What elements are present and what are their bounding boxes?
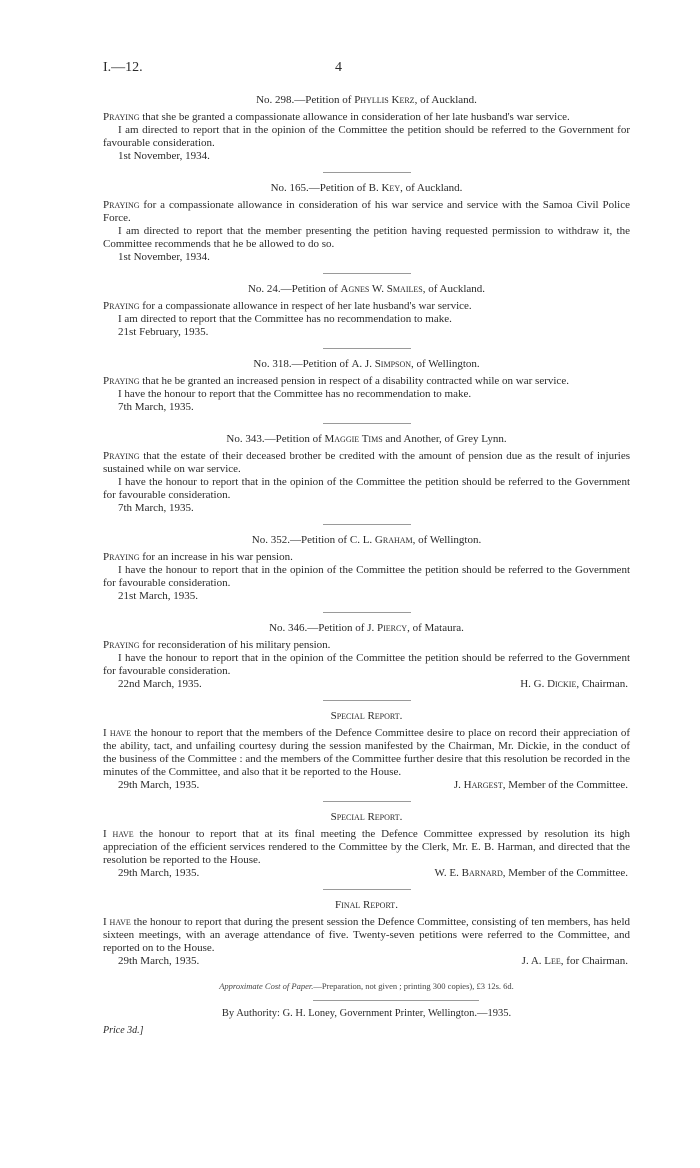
report-date: 22nd March, 1935. bbox=[118, 678, 202, 690]
divider bbox=[313, 1000, 479, 1001]
special-report bbox=[103, 811, 630, 880]
report-date: 1st November, 1934. bbox=[118, 150, 210, 162]
petition-title: No. 298.—Petition of Phyllis Kerz, of Auckland. bbox=[256, 94, 477, 106]
petitioner-name: Phyllis Kerz bbox=[354, 94, 415, 106]
petitioner-name: C. L. Graham bbox=[349, 534, 413, 546]
committee-report: I have the honour to report that the Committee has no recommendation to make. bbox=[118, 388, 472, 400]
petition bbox=[103, 182, 630, 264]
approximate-cost-note: Approximate Cost of Paper.—Preparation, not given ; printing 300 copies), £3 12s. 6d. bbox=[219, 981, 514, 991]
divider bbox=[323, 524, 411, 525]
petition-prayer: Praying that the estate of their deceased brother be credited with the amount of pension due as the result of injuries sustained while on war service. bbox=[103, 450, 630, 475]
report-date: 7th March, 1935. bbox=[118, 401, 194, 413]
report-body: I have the honour to report that during the present session the Defence Committee, consisting of ten members, has held sixteen meetings, with an average attendance of five. Twenty-seven petitions were referred to the Committee, and reported on to the House. bbox=[103, 916, 630, 954]
page-number: 4 bbox=[335, 60, 342, 75]
report-heading: Final Report. bbox=[335, 899, 398, 911]
committee-report: I have the honour to report that in the opinion of the Committee the petition should be referred to the Government for favourable consideration. bbox=[103, 652, 630, 677]
petition-prayer: Praying for a compassionate allowance in respect of her late husband's war service. bbox=[103, 300, 472, 312]
petition bbox=[103, 433, 630, 515]
petition bbox=[103, 358, 630, 414]
petitioner-name: Agnes W. Smailes bbox=[340, 283, 423, 295]
petition bbox=[103, 622, 630, 691]
report-body: I have the honour to report that the members of the Defence Committee desire to place on record their appreciation of the ability, tact, and unfailing courtesy during the session manifested by the Chairman, Mr. Dickie, in the conduct of the business of the Committee : and the members of the Committee further desire that this resolution be recorded in the minutes of the Committee, and also that it be reported to the House. bbox=[103, 727, 630, 778]
petition-prayer: Praying for an increase in his war pension. bbox=[103, 551, 293, 563]
divider bbox=[323, 348, 411, 349]
signature: H. G. Dickie, Chairman. bbox=[520, 678, 628, 690]
petition-title: No. 318.—Petition of A. J. Simpson, of Wellington. bbox=[253, 358, 480, 370]
divider bbox=[323, 273, 411, 274]
petitioner-name: J. Piercy bbox=[367, 622, 408, 634]
signature: J. A. Lee, for Chairman. bbox=[521, 955, 628, 967]
page-content bbox=[103, 94, 630, 1037]
report-heading: Special Report. bbox=[330, 811, 403, 823]
petition bbox=[103, 283, 630, 339]
petition-prayer: Praying that she be granted a compassionate allowance in consideration of her late husband's war service. bbox=[103, 111, 570, 123]
divider bbox=[323, 889, 411, 890]
date-signature-row bbox=[103, 955, 630, 968]
paper-reference: I.—12. bbox=[103, 60, 143, 75]
petition-prayer: Praying that he be granted an increased pension in respect of a disability contracted while on war service. bbox=[103, 375, 569, 387]
price-note: Price 3d.] bbox=[103, 1025, 144, 1036]
date-signature-row bbox=[103, 867, 630, 880]
committee-report: I have the honour to report that in the opinion of the Committee the petition should be referred to the Government for favourable consideration. bbox=[103, 476, 630, 501]
report-date: 29th March, 1935. bbox=[118, 955, 200, 967]
signature: W. E. Barnard, Member of the Committee. bbox=[434, 867, 628, 879]
petitioner-name: B. Key bbox=[368, 182, 401, 194]
report-body: I have the honour to report that at its final meeting the Defence Committee expressed by resolution its high appreciation of the efficient services rendered to the Committee by the Clerk, Mr. E. B. Harman, and directed that the resolution be reported to the House. bbox=[103, 828, 630, 866]
petition-title: No. 165.—Petition of B. Key, of Auckland. bbox=[270, 182, 463, 194]
divider bbox=[323, 700, 411, 701]
committee-report: I am directed to report that in the opinion of the Committee the petition should be referred to the Government for favourable consideration. bbox=[103, 124, 630, 149]
petitioner-name: Maggie Tims bbox=[324, 433, 383, 445]
final-report bbox=[103, 899, 630, 968]
petition-title: No. 352.—Petition of C. L. Graham, of Wellington. bbox=[251, 534, 482, 546]
divider bbox=[323, 423, 411, 424]
divider bbox=[323, 172, 411, 173]
petition-title: No. 346.—Petition of J. Piercy, of Mataura. bbox=[269, 622, 464, 634]
report-date: 29th March, 1935. bbox=[118, 779, 200, 791]
report-date: 21st February, 1935. bbox=[118, 326, 209, 338]
divider bbox=[323, 612, 411, 613]
report-date: 21st March, 1935. bbox=[118, 590, 199, 602]
petition bbox=[103, 94, 630, 163]
committee-report: I am directed to report that the member presenting the petition having requested permission to withdraw it, the Committee recommends that he be allowed to do so. bbox=[103, 225, 630, 250]
petitioner-name: A. J. Simpson bbox=[351, 358, 412, 370]
petition-title: No. 343.—Petition of Maggie Tims and Another, of Grey Lynn. bbox=[226, 433, 507, 445]
report-heading: Special Report. bbox=[330, 710, 403, 722]
petition-title: No. 24.—Petition of Agnes W. Smailes, of Auckland. bbox=[247, 283, 486, 295]
committee-report: I am directed to report that the Committee has no recommendation to make. bbox=[118, 313, 452, 325]
petition bbox=[103, 534, 630, 603]
signature: J. Hargest, Member of the Committee. bbox=[453, 779, 628, 791]
petition-prayer: Praying for a compassionate allowance in consideration of his war service and service with the Samoa Civil Police Force. bbox=[103, 199, 630, 224]
special-report bbox=[103, 710, 630, 792]
report-date: 7th March, 1935. bbox=[118, 502, 194, 514]
date-signature-row bbox=[103, 678, 630, 691]
petition-prayer: Praying for reconsideration of his military pension. bbox=[103, 639, 331, 651]
report-date: 1st November, 1934. bbox=[118, 251, 210, 263]
report-date: 29th March, 1935. bbox=[118, 867, 200, 879]
committee-report: I have the honour to report that in the opinion of the Committee the petition should be referred to the Government for favourable consideration. bbox=[103, 564, 630, 589]
printer-authority: By Authority: G. H. Loney, Government Printer, Wellington.—1935. bbox=[221, 1008, 512, 1019]
date-signature-row bbox=[103, 779, 630, 792]
divider bbox=[323, 801, 411, 802]
